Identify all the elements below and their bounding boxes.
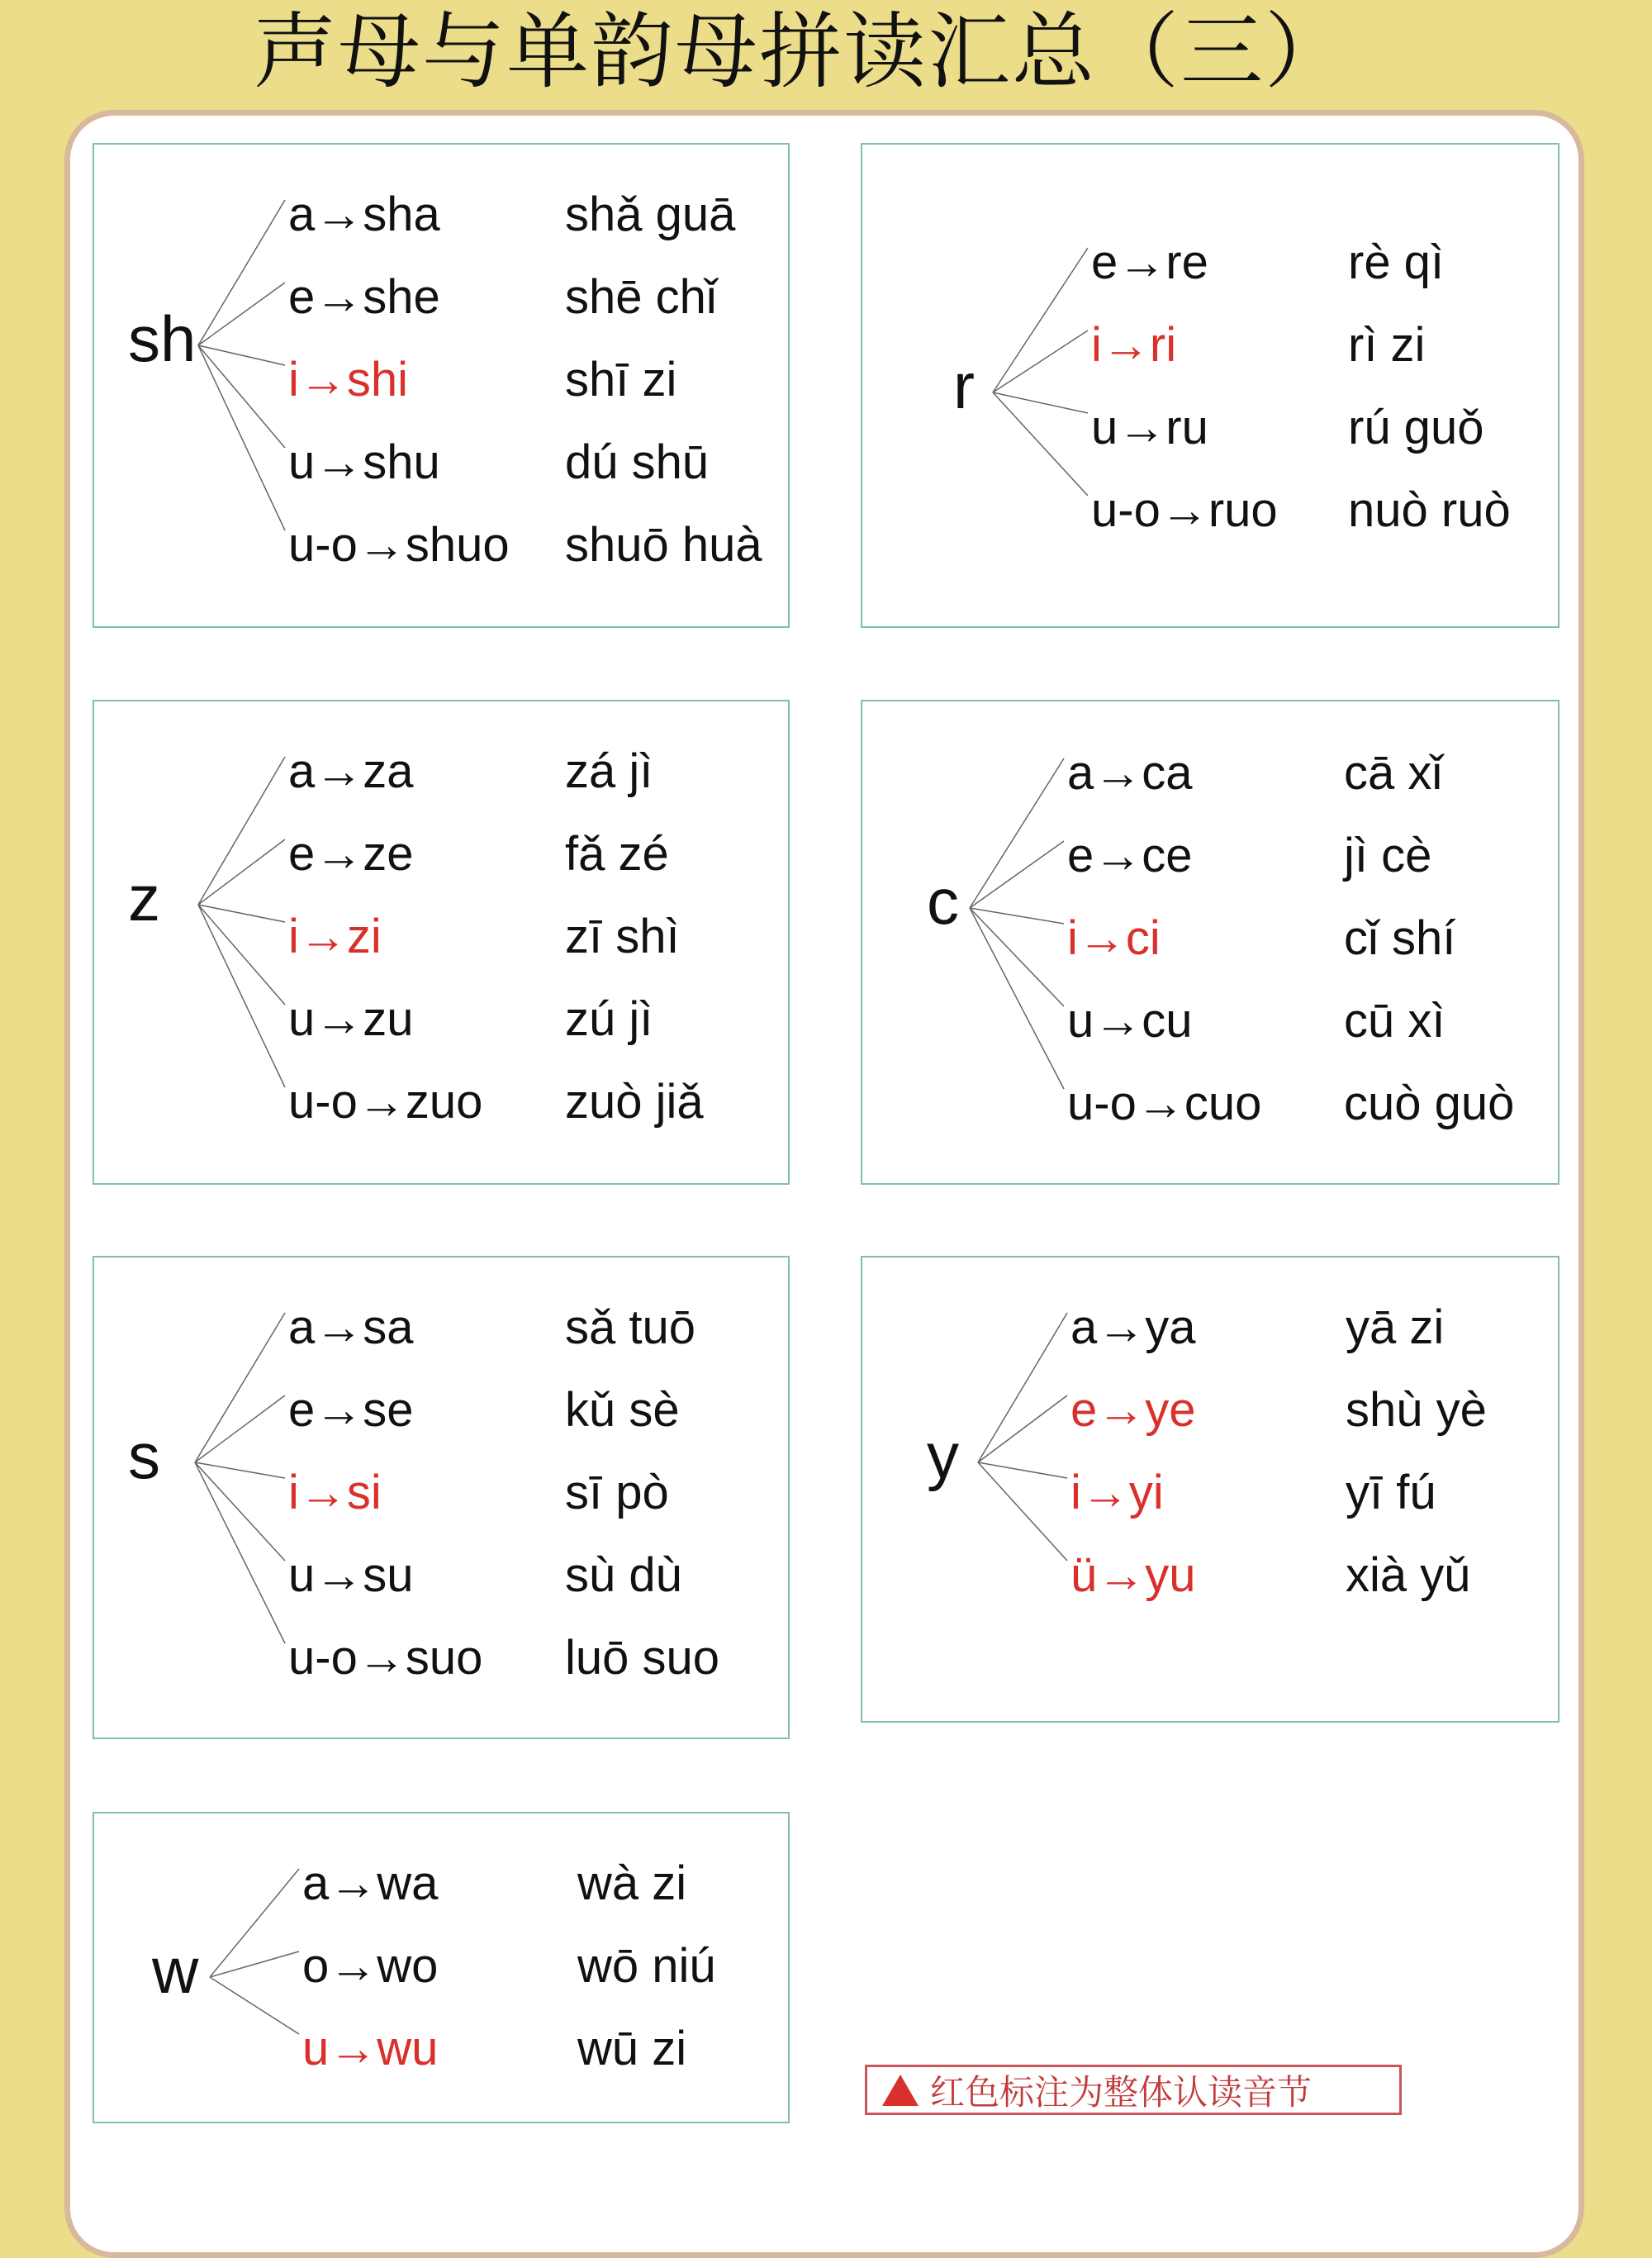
branch-line <box>198 839 285 905</box>
spelling: a→ca <box>1067 746 1193 800</box>
panel-w <box>93 1812 790 2123</box>
branch-line <box>195 1313 285 1462</box>
example-word: dú shū <box>565 435 710 489</box>
spelling: a→ya <box>1070 1300 1196 1354</box>
initial-consonant: s <box>128 1419 160 1492</box>
branch-line <box>198 345 285 448</box>
example-word: shuō huà <box>565 518 762 572</box>
panel-s <box>93 1256 790 1739</box>
example-word: shī zi <box>565 353 677 406</box>
branch-lines <box>862 1257 1558 1721</box>
spelling: ü→yu <box>1070 1548 1196 1602</box>
branch-line <box>210 1977 299 2034</box>
example-word: cā xǐ <box>1344 746 1443 800</box>
example-word: cū xì <box>1344 994 1446 1048</box>
spelling: e→re <box>1091 235 1208 289</box>
panel-r <box>861 143 1559 628</box>
spelling: a→wa <box>302 1856 439 1910</box>
spelling: e→ye <box>1070 1383 1196 1437</box>
branch-line <box>195 1395 285 1462</box>
spelling: i→ri <box>1091 318 1177 372</box>
branch-line <box>970 841 1064 908</box>
spelling: u→ru <box>1091 401 1208 454</box>
spelling: o→wo <box>302 1939 439 1993</box>
initial-consonant: z <box>128 862 160 934</box>
spelling: u-o→shuo <box>288 518 510 572</box>
branch-line <box>993 392 1088 496</box>
spelling: u→wu <box>302 2022 439 2075</box>
branch-line <box>198 345 285 530</box>
initial-consonant: r <box>953 349 975 422</box>
branch-line <box>210 1951 299 1977</box>
initial-consonant: w <box>152 1934 199 2007</box>
example-word: zá jì <box>565 744 653 798</box>
example-word: zú jì <box>565 992 653 1046</box>
spelling: e→ce <box>1067 829 1193 882</box>
spelling: u→su <box>288 1548 414 1602</box>
spelling: e→she <box>288 270 440 324</box>
legend-note <box>865 2065 1402 2115</box>
branch-line <box>993 392 1088 413</box>
example-word: wū zi <box>577 2022 687 2075</box>
example-word: shù yè <box>1346 1383 1487 1437</box>
spelling: i→si <box>288 1466 382 1519</box>
example-word: rè qì <box>1348 235 1445 289</box>
branch-line <box>970 908 1064 1089</box>
example-word: sǎ tuō <box>565 1300 695 1354</box>
example-word: xià yǔ <box>1346 1548 1471 1602</box>
branch-line <box>195 1462 285 1478</box>
example-word: shǎ guā <box>565 188 736 241</box>
branch-line <box>978 1462 1067 1561</box>
branch-line <box>978 1462 1067 1478</box>
warning-triangle-icon <box>882 2075 919 2106</box>
branch-line <box>993 248 1088 392</box>
branch-line <box>993 330 1088 392</box>
branch-line <box>978 1313 1067 1462</box>
example-word: yā zi <box>1346 1300 1445 1354</box>
initial-consonant: y <box>927 1419 959 1492</box>
spelling: u-o→zuo <box>288 1075 483 1129</box>
example-word: zuò jiǎ <box>565 1075 704 1129</box>
branch-line <box>210 1869 299 1977</box>
spelling: u-o→suo <box>288 1631 483 1685</box>
branch-line <box>198 345 285 365</box>
example-word: rì zi <box>1348 318 1426 372</box>
example-word: zī shì <box>565 910 680 963</box>
example-word: jì cè <box>1344 829 1432 882</box>
branch-line <box>198 905 285 1087</box>
initial-consonant: sh <box>128 302 197 375</box>
branch-line <box>198 200 285 345</box>
example-word: nuò ruò <box>1348 483 1511 537</box>
initial-consonant: c <box>927 865 959 938</box>
branch-line <box>970 908 1064 1006</box>
branch-line <box>970 908 1064 924</box>
example-word: sī pò <box>565 1466 669 1519</box>
example-word: rú guǒ <box>1348 401 1484 454</box>
spelling: u-o→cuo <box>1067 1077 1262 1130</box>
branch-line <box>978 1395 1067 1462</box>
spelling: e→se <box>288 1383 414 1437</box>
example-word: wà zi <box>577 1856 687 1910</box>
example-word: cǐ shí <box>1344 911 1456 965</box>
spelling: a→sha <box>288 188 440 241</box>
example-word: wō niú <box>577 1939 716 1993</box>
branch-line <box>195 1462 285 1561</box>
panel-sh <box>93 143 790 628</box>
branch-line <box>195 1462 285 1643</box>
spelling: u→cu <box>1067 994 1193 1048</box>
spelling: i→zi <box>288 910 382 963</box>
spelling: a→sa <box>288 1300 414 1354</box>
example-word: kǔ sè <box>565 1383 680 1437</box>
page-title: 声母与单韵母拼读汇总（三） <box>254 3 1349 100</box>
example-word: cuò guò <box>1344 1077 1515 1130</box>
spelling: i→yi <box>1070 1466 1164 1519</box>
spelling: u→shu <box>288 435 440 489</box>
example-word: yī fú <box>1346 1466 1436 1519</box>
spelling: a→za <box>288 744 414 798</box>
spelling: i→shi <box>288 353 409 406</box>
branch-line <box>198 283 285 345</box>
spelling: e→ze <box>288 827 414 881</box>
spelling: u-o→ruo <box>1091 483 1278 537</box>
panel-y <box>861 1256 1559 1723</box>
panel-z <box>93 700 790 1185</box>
example-word: sù dù <box>565 1548 682 1602</box>
example-word: shē chǐ <box>565 270 717 324</box>
legend-note-text: 红色标注为整体认读音节 <box>930 2071 1313 2113</box>
spelling: i→ci <box>1067 911 1161 965</box>
spelling: u→zu <box>288 992 414 1046</box>
example-word: luō suo <box>565 1631 720 1685</box>
branch-line <box>970 758 1064 908</box>
example-word: fǎ zé <box>565 827 669 881</box>
panel-c <box>861 700 1559 1185</box>
branch-line <box>198 757 285 905</box>
